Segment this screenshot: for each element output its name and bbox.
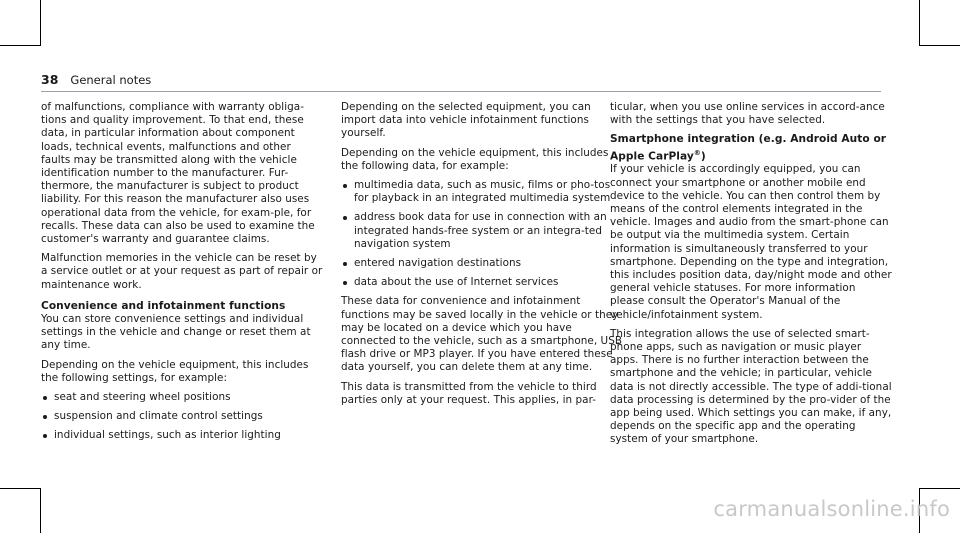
list-item: address book data for use in connection with an integrated hands-free system or an integra-ted navigation system (341, 211, 623, 251)
watermark: carmanualsonline.info (713, 497, 950, 521)
list-item: suspension and climate control settings (41, 410, 323, 423)
section-heading (610, 133, 892, 163)
paragraph: Depending on the vehicle equipment, this includes the following data, for example: (341, 146, 609, 172)
heading-line-end: ) (700, 150, 706, 163)
header-divider (41, 91, 881, 92)
list-item: data about the use of Internet services (341, 276, 623, 289)
bullet-list (41, 391, 323, 443)
paragraph: This data is transmitted from the vehicle to third parties only at your request. This applies, in par- (341, 380, 597, 406)
crop-mark (0, 488, 41, 489)
page-number: 38 (41, 72, 59, 87)
crop-mark (919, 0, 920, 46)
heading-line: Smartphone integration (e.g. Android Auto or (610, 133, 887, 146)
text-column-1 (41, 101, 323, 449)
section-title: General notes (70, 73, 152, 87)
list-item: seat and steering wheel positions (41, 391, 323, 404)
list-item: entered navigation destinations (341, 257, 623, 270)
paragraph: Depending on the vehicle equipment, this includes the following settings, for example: (41, 358, 309, 384)
paragraph: These data for convenience and infotainment functions may be saved locally in the vehicle or they may be located on a device which you have connected to the vehicle, such as a smartphone, USB flash drive or MP3 player. If you have entered these data yourself, you can delete them at any time. (341, 295, 623, 374)
crop-mark (919, 488, 960, 489)
paragraph: Malfunction memories in the vehicle can be reset by a service outlet or at your request as part of repair or maintenance work. (41, 252, 323, 291)
crop-mark (0, 45, 41, 46)
bullet-list (341, 179, 623, 289)
heading-line: Apple CarPlay (610, 150, 694, 163)
paragraph: This integration allows the use of selected smart-phone apps, such as navigation or music player apps. There is no further interaction between the smartphone and the vehicle; in particular, vehicle data is not directly accessible. The type of addi-tional data processing is determined by the pro-vider of the app being used. Which settings you can make, if any, depends on the specific app and the operating system of your smartphone. (610, 327, 892, 446)
crop-mark (40, 488, 41, 533)
text-column-2 (341, 101, 623, 413)
text-column-3 (610, 101, 892, 453)
list-item: multimedia data, such as music, films or pho-tos for playback in an integrated multimedia system (341, 179, 623, 205)
paragraph: Depending on the selected equipment, you can import data into vehicle infotainment functions yourself. (341, 101, 591, 140)
paragraph: of malfunctions, compliance with warranty obliga-tions and quality improvement. To that end, these data, in particular information about component loads, technical events, malfunctions and other faults may be transmitted along with the vehicle identification number to the manufacturer. Fur-thermore, the manufacturer is subject to product liability. For this reason the manufacturer also uses operational data from the vehicle, for exam-ple, for recalls. These data can also be used to examine the customer's warranty and guarantee claims. (41, 101, 315, 246)
paragraph: If your vehicle is accordingly equipped, you can connect your smartphone or another mobile end device to the vehicle. You can then control them by means of the control elements integrated in the vehicle. Images and audio from the smart-phone can be output via the multimedia system. Certain information is simultaneously transferred to your smartphone. Depending on the type and integration, this includes position data, day/night mode and other general vehicle statuses. For more information please consult the Operator's Manual of the vehicle/infotainment system. (610, 163, 892, 321)
list-item: individual settings, such as interior lighting (41, 429, 323, 442)
paragraph: ticular, when you use online services in accord-ance with the settings that you have selected. (610, 101, 885, 127)
crop-mark (919, 45, 960, 46)
section-heading: Convenience and infotainment functions (41, 299, 286, 312)
paragraph: You can store convenience settings and individual settings in the vehicle and change or reset them at any time. (41, 313, 311, 352)
registered-mark: ® (693, 148, 701, 157)
crop-mark (40, 0, 41, 46)
page-header (41, 72, 151, 87)
